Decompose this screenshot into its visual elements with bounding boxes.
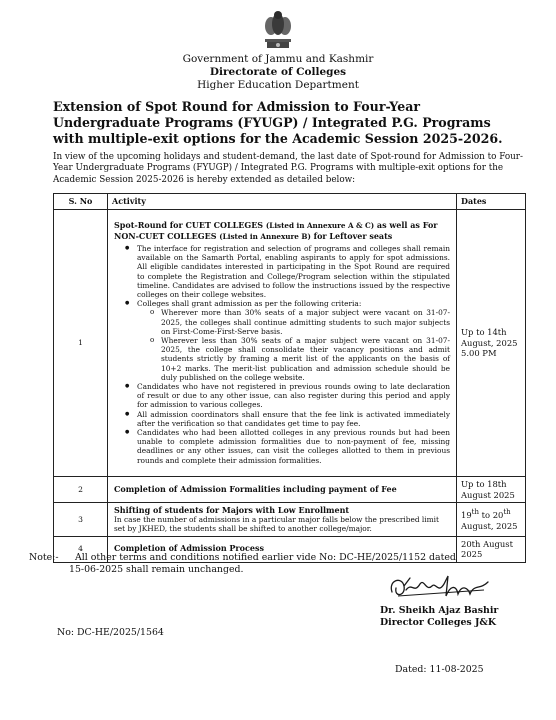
date-sup: th: [503, 508, 511, 517]
header-activity: Activity: [108, 194, 457, 210]
list-item: ● The interface for registration and selection of programs and colleges shall remain available on the Samarth Portal, enabling aspirants to apply for spot admissions. All eligible candidates interested in participating in the Spot Round are required to complete the Registration and College/Program selection within the stipulated timeline. Candidates are advised to follow the instructions issued by the respective colleges on their college websites.: [137, 244, 450, 299]
issue-date: Dated: 11-08-2025: [395, 664, 484, 675]
header-dates: Dates: [457, 194, 526, 210]
table-row: [54, 210, 526, 477]
header-directorate: Directorate of Colleges: [209, 66, 347, 78]
row-sno: 1: [54, 210, 108, 477]
row-sno: 3: [54, 503, 108, 536]
row-sno: 2: [54, 477, 108, 503]
spot-round-title: [114, 220, 450, 242]
title-annex: (Listed in Annexure B): [219, 232, 311, 241]
list-item: o Wherever more than 30% seats of a major subject were vacant on 31-07-2025, the colleges shall continue admitting students to such major subjects on First-Come-First-Serve basis.: [161, 308, 450, 336]
signatory-name: Dr. Sheikh Ajaz Bashir: [380, 605, 499, 616]
row-date: [457, 503, 526, 536]
note-line-2: 15-06-2025 shall remain unchanged.: [69, 564, 244, 575]
list-item: ● Candidates who have not registered in previous rounds owing to late declaration of result or due to any other issue, can also register during this period and apply for admission to various colleges.: [137, 382, 450, 410]
signatory-block: [380, 605, 500, 629]
list-item: [137, 299, 450, 382]
signatory-designation: Director Colleges J&K: [380, 617, 497, 628]
row-date: Up to 14th August, 2025 5.00 PM: [457, 210, 526, 477]
header-department: Higher Education Department: [197, 79, 359, 91]
note-label: Note:-: [29, 552, 59, 563]
criteria-list: [137, 308, 450, 382]
title-annex: (Listed in Annexure A & C): [265, 221, 375, 230]
title-part: Spot-Round for CUET COLLEGES: [114, 220, 266, 230]
row-activity: [108, 210, 457, 477]
instructions-list: [114, 244, 450, 465]
title-part: for Leftover seats: [310, 231, 393, 241]
intro-paragraph: In view of the upcoming holidays and student-demand, the last date of Spot-round for Admission to Four-Year Undergraduate Programs (FYUGP) / Integrated P.G. Programs with multiple-exit options for the Academic Session 2025-2026 is hereby extended as detailed below:: [53, 152, 523, 185]
criteria-intro: Colleges shall grant admission as per the following criteria:: [137, 299, 362, 309]
subject-heading: Extension of Spot Round for Admission to Four-Year Undergraduate Programs (FYUGP) / Integrated P.G. Programs with multiple-exit options for the Academic Session 2025-2026.: [53, 99, 503, 146]
list-item: ● All admission coordinators shall ensure that the fee link is activated immediately after the verification so that candidates get time to pay fee.: [137, 410, 450, 428]
row-date: Up to 18th August 2025: [457, 477, 526, 503]
date-part: to 20: [478, 510, 504, 521]
list-item: o Wherever less than 30% seats of a major subject were vacant on 31-07-2025, the college shall consolidate their vacancy positions and admit students strictly by framing a merit list of the applicants on the basis of 10+2 marks. The merit-list publication and admission schedule should be duly published on the college website.: [161, 336, 450, 382]
note-line-1: All other terms and conditions notified earlier vide No: DC-HE/2025/1152 dated: [75, 552, 456, 563]
signature-image: [384, 570, 494, 604]
row-activity: Completion of Admission Process: [108, 536, 457, 562]
date-part: 19: [461, 510, 472, 521]
reference-number: No: DC-HE/2025/1564: [57, 627, 164, 638]
row-activity-desc: In case the number of admissions in a particular major falls below the prescribed limit set by JKHED, the students shall be shifted to another college/major.: [114, 515, 440, 534]
row-activity: Completion of Admission Formalities including payment of Fee: [108, 477, 457, 503]
header-government: Government of Jammu and Kashmir: [182, 53, 374, 65]
national-emblem-icon: [262, 9, 294, 49]
title-part: as well as For NON-CUET COLLEGES: [114, 220, 438, 241]
date-part: August, 2025: [461, 520, 518, 531]
row-activity-title: Shifting of students for Majors with Low Enrollment: [114, 505, 350, 516]
header-sno: S. No: [54, 194, 108, 210]
table-header-row: [54, 194, 526, 210]
row-activity: [108, 503, 457, 536]
table-row: [54, 503, 526, 536]
schedule-table: [53, 193, 526, 563]
row-date: 20th August 2025: [457, 536, 526, 562]
list-item: ● Candidates who had been allotted colleges in any previous rounds but had been unable to complete admission formalities due to non-payment of fee, missing deadlines or any other issues, can visit the colleges allotted to them in previous rounds and complete their admission formalities.: [137, 428, 450, 465]
date-sup: th: [471, 508, 479, 517]
row-sno: 4: [54, 536, 108, 562]
table-row: [54, 477, 526, 503]
